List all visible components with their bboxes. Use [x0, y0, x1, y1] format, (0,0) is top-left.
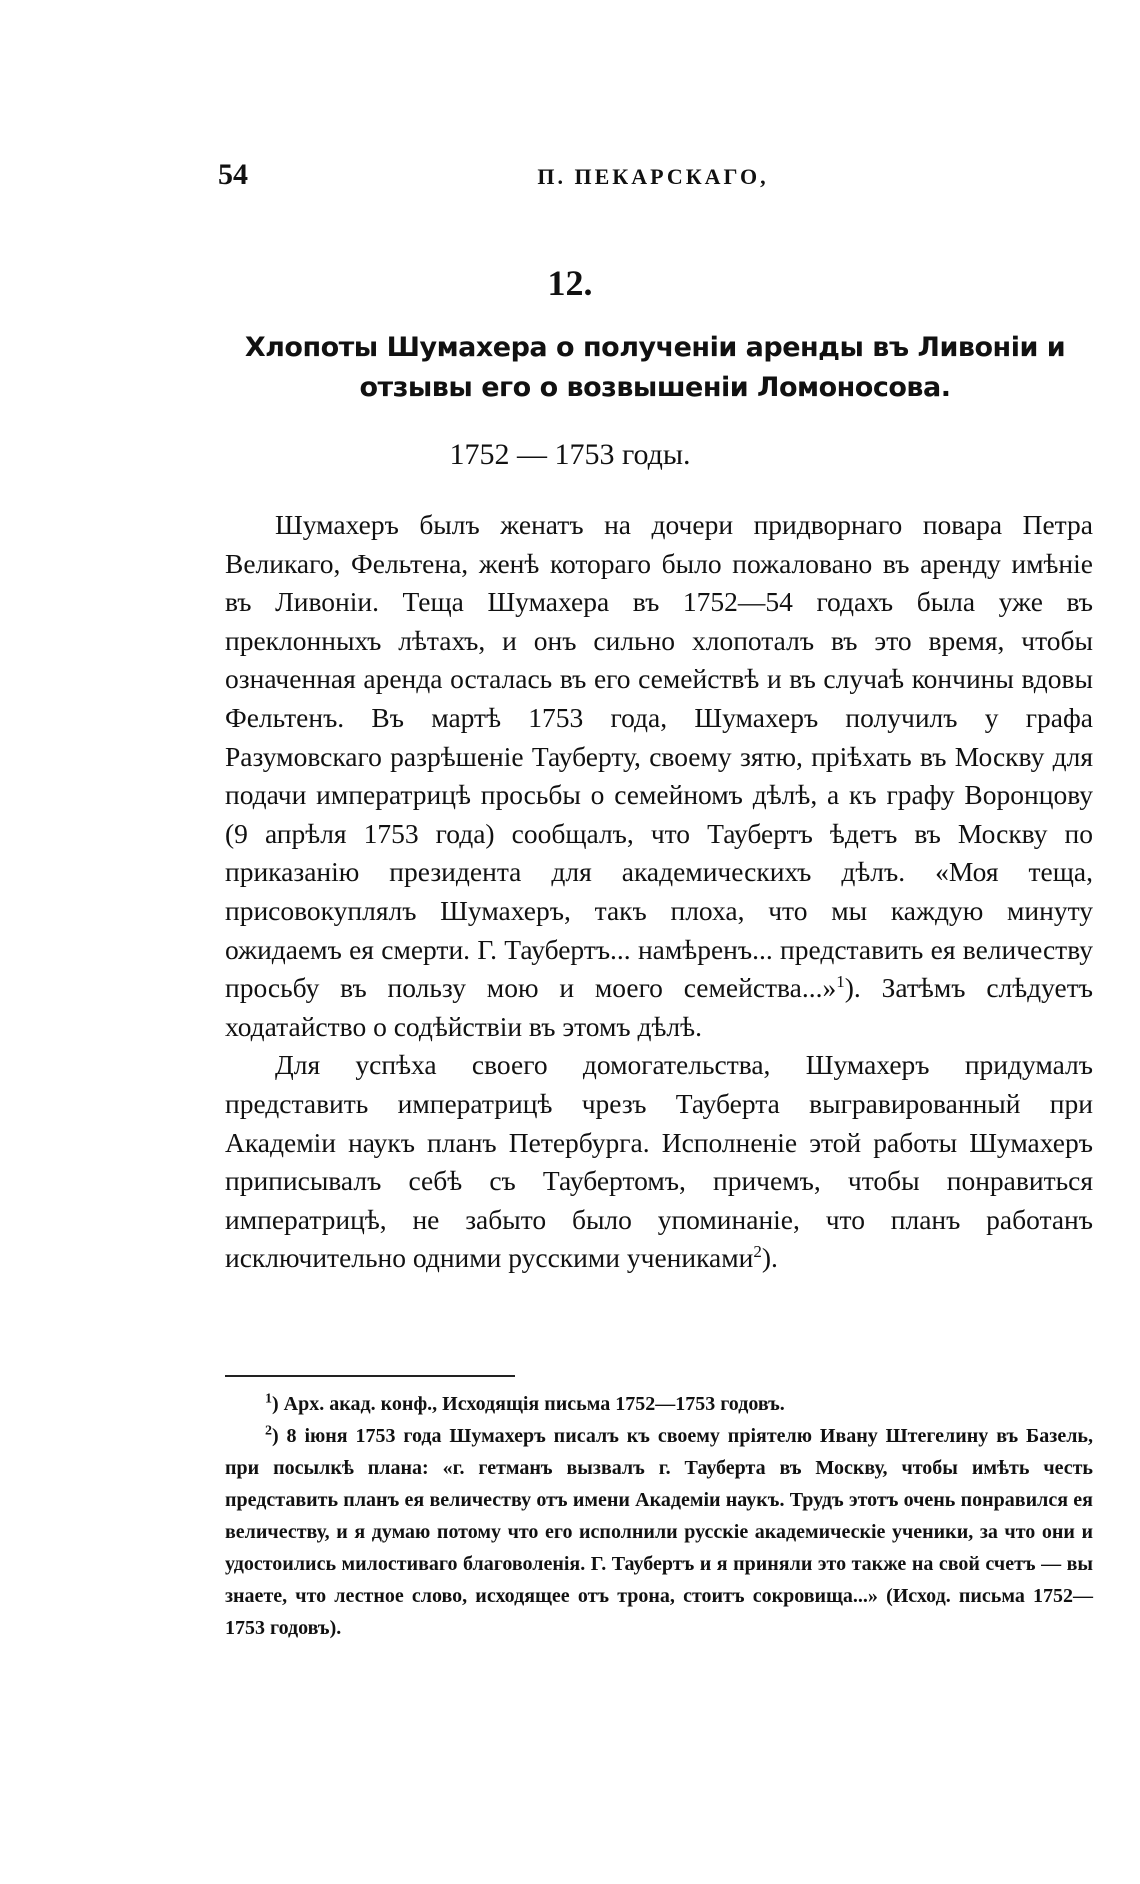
footnote-2-mark: 2: [265, 1423, 272, 1439]
footnote-ref-2: 2: [753, 1242, 762, 1262]
footnote-1-text: ) Арх. акад. конф., Исходящія письма 1752—1753 годовъ.: [272, 1393, 785, 1415]
paragraph-2: [225, 1046, 1093, 1278]
paragraph-1-tail: ). Затѣмъ слѣдуетъ ходатайство о содѣйствіи въ этомъ дѣлѣ.: [225, 972, 1094, 1042]
page-number: 54: [218, 158, 248, 191]
footnote-2-text: ) 8 іюня 1753 года Шумахеръ писалъ къ своему пріятелю Ивану Штегелину въ Базель, при посылкѣ плана: «г. гетманъ вызвалъ г. Тауберта въ Москву, чтобы имѣть честь представить планъ ея величеству отъ имени Академіи наукъ. Трудъ этотъ очень понравился ея величеству, и я думаю потому что его исполнили русскіе академическіе ученики, за что они и удостоились милостиваго благоволенія. Г. Таубертъ и я приняли это также на свой счетъ — вы знаете, что лестное слово, исходящее отъ трона, стоитъ сокровища...» (Исход. письма 1752—1753 годовъ).: [225, 1425, 1093, 1639]
section-title: Хлопоты Шумахера о полученіи аренды въ Ливоніи и отзывы его о возвышеніи Ломоносова.: [244, 332, 1066, 403]
footnote-2: [225, 1420, 1093, 1644]
section-number: 12.: [547, 263, 593, 303]
paragraph-2-text: Для успѣха своего домогательства, Шумахеръ придумалъ представить императрицѣ чрезъ Тауберта выгравированный при Академіи наукъ планъ Петербурга. Исполненіе этой работы Шумахеръ приписывалъ себѣ съ Таубертомъ, причемъ, чтобы понравиться императрицѣ, не забыто было упоминаніе, что планъ работанъ исключительно одними русскими учениками: [225, 1049, 1093, 1274]
paragraph-1: [225, 506, 1093, 1046]
paragraph-2-tail: ).: [761, 1242, 778, 1274]
section-dates: 1752 — 1753 годы.: [449, 438, 691, 471]
footnotes: [225, 1388, 1093, 1644]
body-text: [225, 506, 1093, 1278]
running-head-author: П. ПЕКАРСКАГО,: [537, 164, 769, 189]
paragraph-1-text: Шумахеръ былъ женатъ на дочери придворнаго повара Петра Великаго, Фельтена, женѣ котораго было пожаловано въ аренду имѣніе въ Ливоніи. Теща Шумахера въ 1752—54 годахъ была уже въ преклонныхъ лѣтахъ, и онъ сильно хлопоталъ въ это время, чтобы означенная аренда осталась въ его семействѣ и въ случаѣ кончины вдовы Фельтенъ. Въ мартѣ 1753 года, Шумахеръ получилъ у графа Разумовскаго разрѣшеніе Тауберту, своему зятю, пріѣхать въ Москву для подачи императрицѣ просьбы о семейномъ дѣлѣ, а къ графу Воронцову (9 апрѣля 1753 года) сообщалъ, что Таубертъ ѣдетъ въ Москву по приказанію президента для академическихъ дѣлъ. «Моя теща, присовокуплялъ Шумахеръ, такъ плоха, что мы каждую минуту ожидаемъ ея смерти. Г. Таубертъ... намѣренъ... представить ея величеству просьбу въ пользу мою и моего семейства...»: [225, 509, 1093, 1004]
footnote-ref-1: 1: [836, 971, 845, 991]
running-head: [218, 158, 1088, 198]
footnote-1-mark: 1: [265, 1391, 272, 1407]
footnote-divider: [225, 1375, 515, 1377]
footnote-1: [225, 1388, 1093, 1420]
